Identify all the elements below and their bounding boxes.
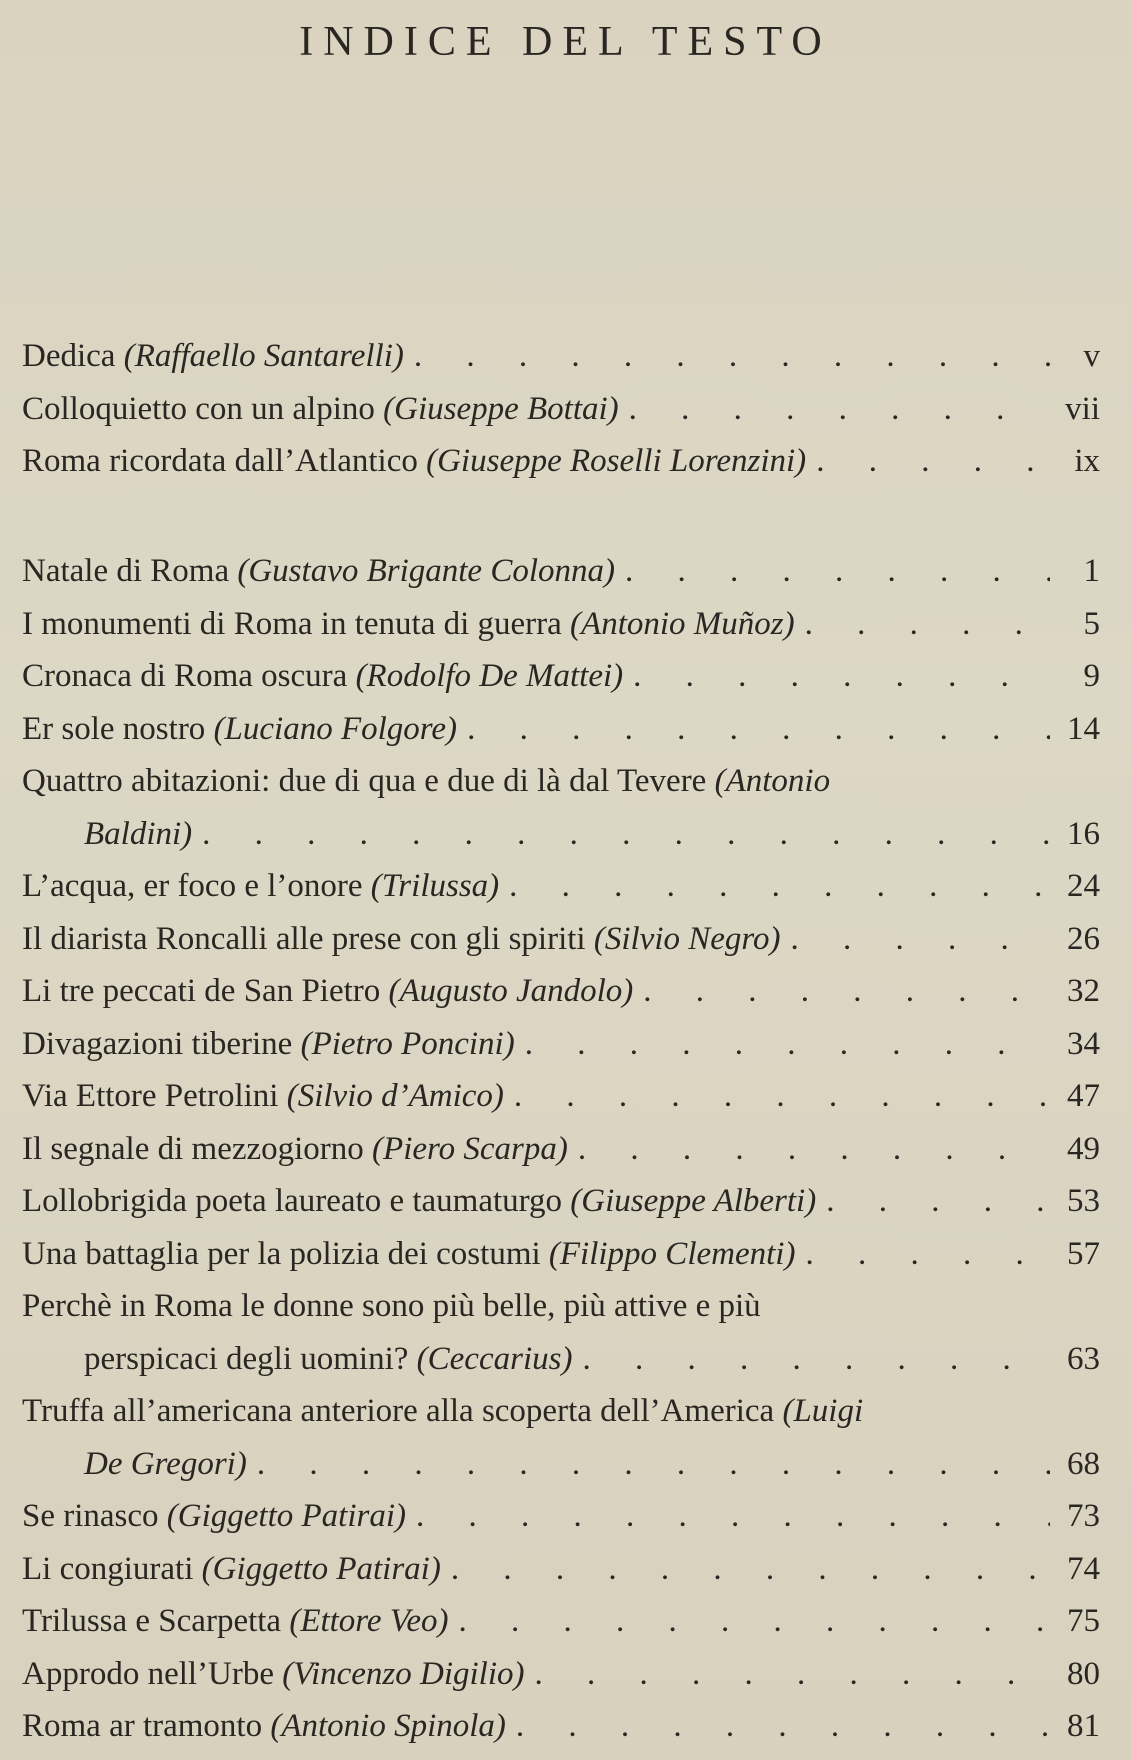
contents-list (22, 545, 1100, 1753)
dot-leader (816, 435, 1050, 488)
dot-leader (509, 860, 1050, 913)
entry-page: 9 (1083, 658, 1100, 694)
dot-leader (805, 598, 1050, 651)
entry-author: (Luciano Folgore) (213, 710, 458, 747)
entry-title: I monumenti di Roma in tenuta di guerra (22, 605, 562, 642)
entry-title: Via Ettore Petrolini (22, 1078, 279, 1114)
dot-leader (202, 808, 1050, 861)
toc-entry (22, 383, 1100, 436)
toc-entry (22, 1018, 1100, 1071)
dot-leader (414, 330, 1050, 383)
entry-author: (Silvio d’Amico) (286, 1078, 504, 1114)
dot-leader (535, 1648, 1050, 1701)
entry-title: L’acqua, er foco e l’onore (22, 868, 363, 904)
entry-title: Natale di Roma (22, 553, 230, 589)
dot-leader (525, 1018, 1050, 1071)
entry-author: (Giuseppe Roselli Lorenzini) (426, 443, 807, 479)
entry-page: 32 (1067, 973, 1100, 1009)
entry-title: Il diarista Roncalli alle prese con gli spiriti (22, 920, 586, 957)
toc-entry (22, 598, 1100, 651)
entry-page: 14 (1067, 710, 1100, 747)
entry-page: v (1083, 338, 1100, 374)
entry-page: 57 (1067, 1235, 1100, 1272)
entry-page: 26 (1067, 920, 1100, 957)
entry-title: Colloquietto con un alpino (22, 390, 375, 427)
entry-author: (Giggetto Patirai) (201, 1550, 441, 1587)
toc-entry (22, 703, 1100, 756)
entry-title: Roma ar tramonto (22, 1708, 263, 1744)
dot-leader (578, 1123, 1050, 1176)
dot-leader (625, 545, 1050, 598)
entry-page: ix (1074, 443, 1100, 479)
entry-title: Se rinasco (22, 1498, 159, 1534)
entry-author: (Antonio Muñoz) (570, 605, 795, 642)
entry-author: (Ettore Veo) (289, 1603, 449, 1639)
dot-leader (257, 1438, 1050, 1491)
entry-title: Trilussa e Scarpetta (22, 1603, 282, 1639)
toc-entry (22, 755, 1100, 860)
entry-author: (Rodolfo De Mattei) (355, 658, 624, 694)
entry-author: (Giuseppe Bottai) (383, 390, 619, 427)
dot-leader (514, 1070, 1050, 1123)
toc-entry (22, 1070, 1100, 1123)
entry-page: 5 (1083, 605, 1100, 642)
entry-author: (Trilussa) (370, 868, 500, 904)
dot-leader (791, 913, 1050, 966)
toc-entry (22, 965, 1100, 1018)
toc-entry (22, 1385, 1100, 1490)
entry-page: 75 (1067, 1603, 1100, 1639)
entry-title: Truffa all’americana anteriore alla scoperta dell’America (22, 1393, 775, 1429)
toc-entry (22, 1280, 1100, 1385)
entry-author: (Luigi (782, 1393, 864, 1429)
dot-leader (826, 1175, 1050, 1228)
entry-author: (Gustavo Brigante Colonna) (237, 553, 615, 589)
dot-leader (582, 1333, 1050, 1386)
entry-author: (Pietro Poncini) (300, 1025, 515, 1062)
entry-page: 68 (1067, 1445, 1100, 1482)
entry-title-cont: perspicaci degli uomini? (84, 1340, 409, 1377)
entry-page: 24 (1067, 868, 1100, 904)
entry-page: vii (1065, 390, 1100, 427)
entry-page: 73 (1067, 1498, 1100, 1534)
entry-author: (Giuseppe Alberti) (570, 1183, 817, 1219)
page-title: INDICE DEL TESTO (299, 19, 832, 65)
dot-leader (458, 1595, 1050, 1648)
entry-author: (Augusto Jandolo) (388, 973, 634, 1009)
entry-title: Li congiurati (22, 1550, 194, 1587)
toc-entry (22, 860, 1100, 913)
toc-entry (22, 1123, 1100, 1176)
dot-leader (416, 1490, 1050, 1543)
entry-page: 81 (1067, 1708, 1100, 1744)
toc-entry (22, 1490, 1100, 1543)
toc-entry (22, 1228, 1100, 1281)
dot-leader (451, 1543, 1050, 1596)
entry-author-cont: De Gregori) (84, 1445, 247, 1482)
entry-page: 49 (1067, 1130, 1100, 1167)
entry-page: 16 (1067, 815, 1100, 852)
entry-author: (Piero Scarpa) (372, 1130, 568, 1167)
entry-page: 53 (1067, 1183, 1100, 1219)
entry-page: 47 (1067, 1078, 1100, 1114)
entry-author: (Silvio Negro) (593, 920, 781, 957)
toc-entry (22, 913, 1100, 966)
entry-page: 34 (1067, 1025, 1100, 1062)
entry-title: Una battaglia per la polizia dei costumi (22, 1235, 541, 1272)
entry-title: Li tre peccati de San Pietro (22, 973, 381, 1009)
entry-title: Divagazioni tiberine (22, 1025, 293, 1062)
entry-title: Il segnale di mezzogiorno (22, 1130, 364, 1167)
entry-title: Roma ricordata dall’Atlantico (22, 443, 418, 479)
entry-author: (Antonio (714, 763, 831, 799)
toc-entry (22, 1648, 1100, 1701)
toc-entry (22, 545, 1100, 598)
entry-author-cont: (Ceccarius) (416, 1340, 573, 1377)
entry-author: (Raffaello Santarelli) (123, 338, 404, 374)
toc-entry (22, 435, 1100, 488)
dot-leader (805, 1228, 1050, 1281)
toc-entry (22, 1700, 1100, 1753)
entry-author: (Filippo Clementi) (548, 1235, 796, 1272)
dot-leader (516, 1700, 1050, 1753)
entry-page: 1 (1083, 553, 1100, 589)
entry-title: Er sole nostro (22, 710, 206, 747)
toc-entry (22, 1543, 1100, 1596)
entry-author: (Giggetto Patirai) (166, 1498, 407, 1534)
entry-title: Cronaca di Roma oscura (22, 658, 348, 694)
dot-leader (467, 703, 1050, 756)
entry-title: Approdo nell’Urbe (22, 1655, 275, 1692)
entry-page: 63 (1067, 1340, 1100, 1377)
entry-title: Dedica (22, 338, 116, 374)
entry-page: 74 (1067, 1550, 1100, 1587)
dot-leader (629, 383, 1050, 436)
dot-leader (643, 965, 1050, 1018)
front-matter-list (22, 330, 1100, 488)
entry-page: 80 (1067, 1655, 1100, 1692)
toc-entry (22, 1175, 1100, 1228)
entry-title: Quattro abitazioni: due di qua e due di là dal Tevere (22, 763, 707, 799)
dot-leader (633, 650, 1050, 703)
entry-title: Perchè in Roma le donne sono più belle, più attive e più (22, 1288, 761, 1324)
entry-author: (Antonio Spinola) (270, 1708, 506, 1744)
entry-title: Lollobrigida poeta laureato e taumaturgo (22, 1183, 563, 1219)
toc-entry (22, 330, 1100, 383)
entry-author: (Vincenzo Digilio) (282, 1655, 525, 1692)
entry-author-cont: Baldini) (84, 815, 193, 852)
toc-entry (22, 650, 1100, 703)
toc-entry (22, 1595, 1100, 1648)
